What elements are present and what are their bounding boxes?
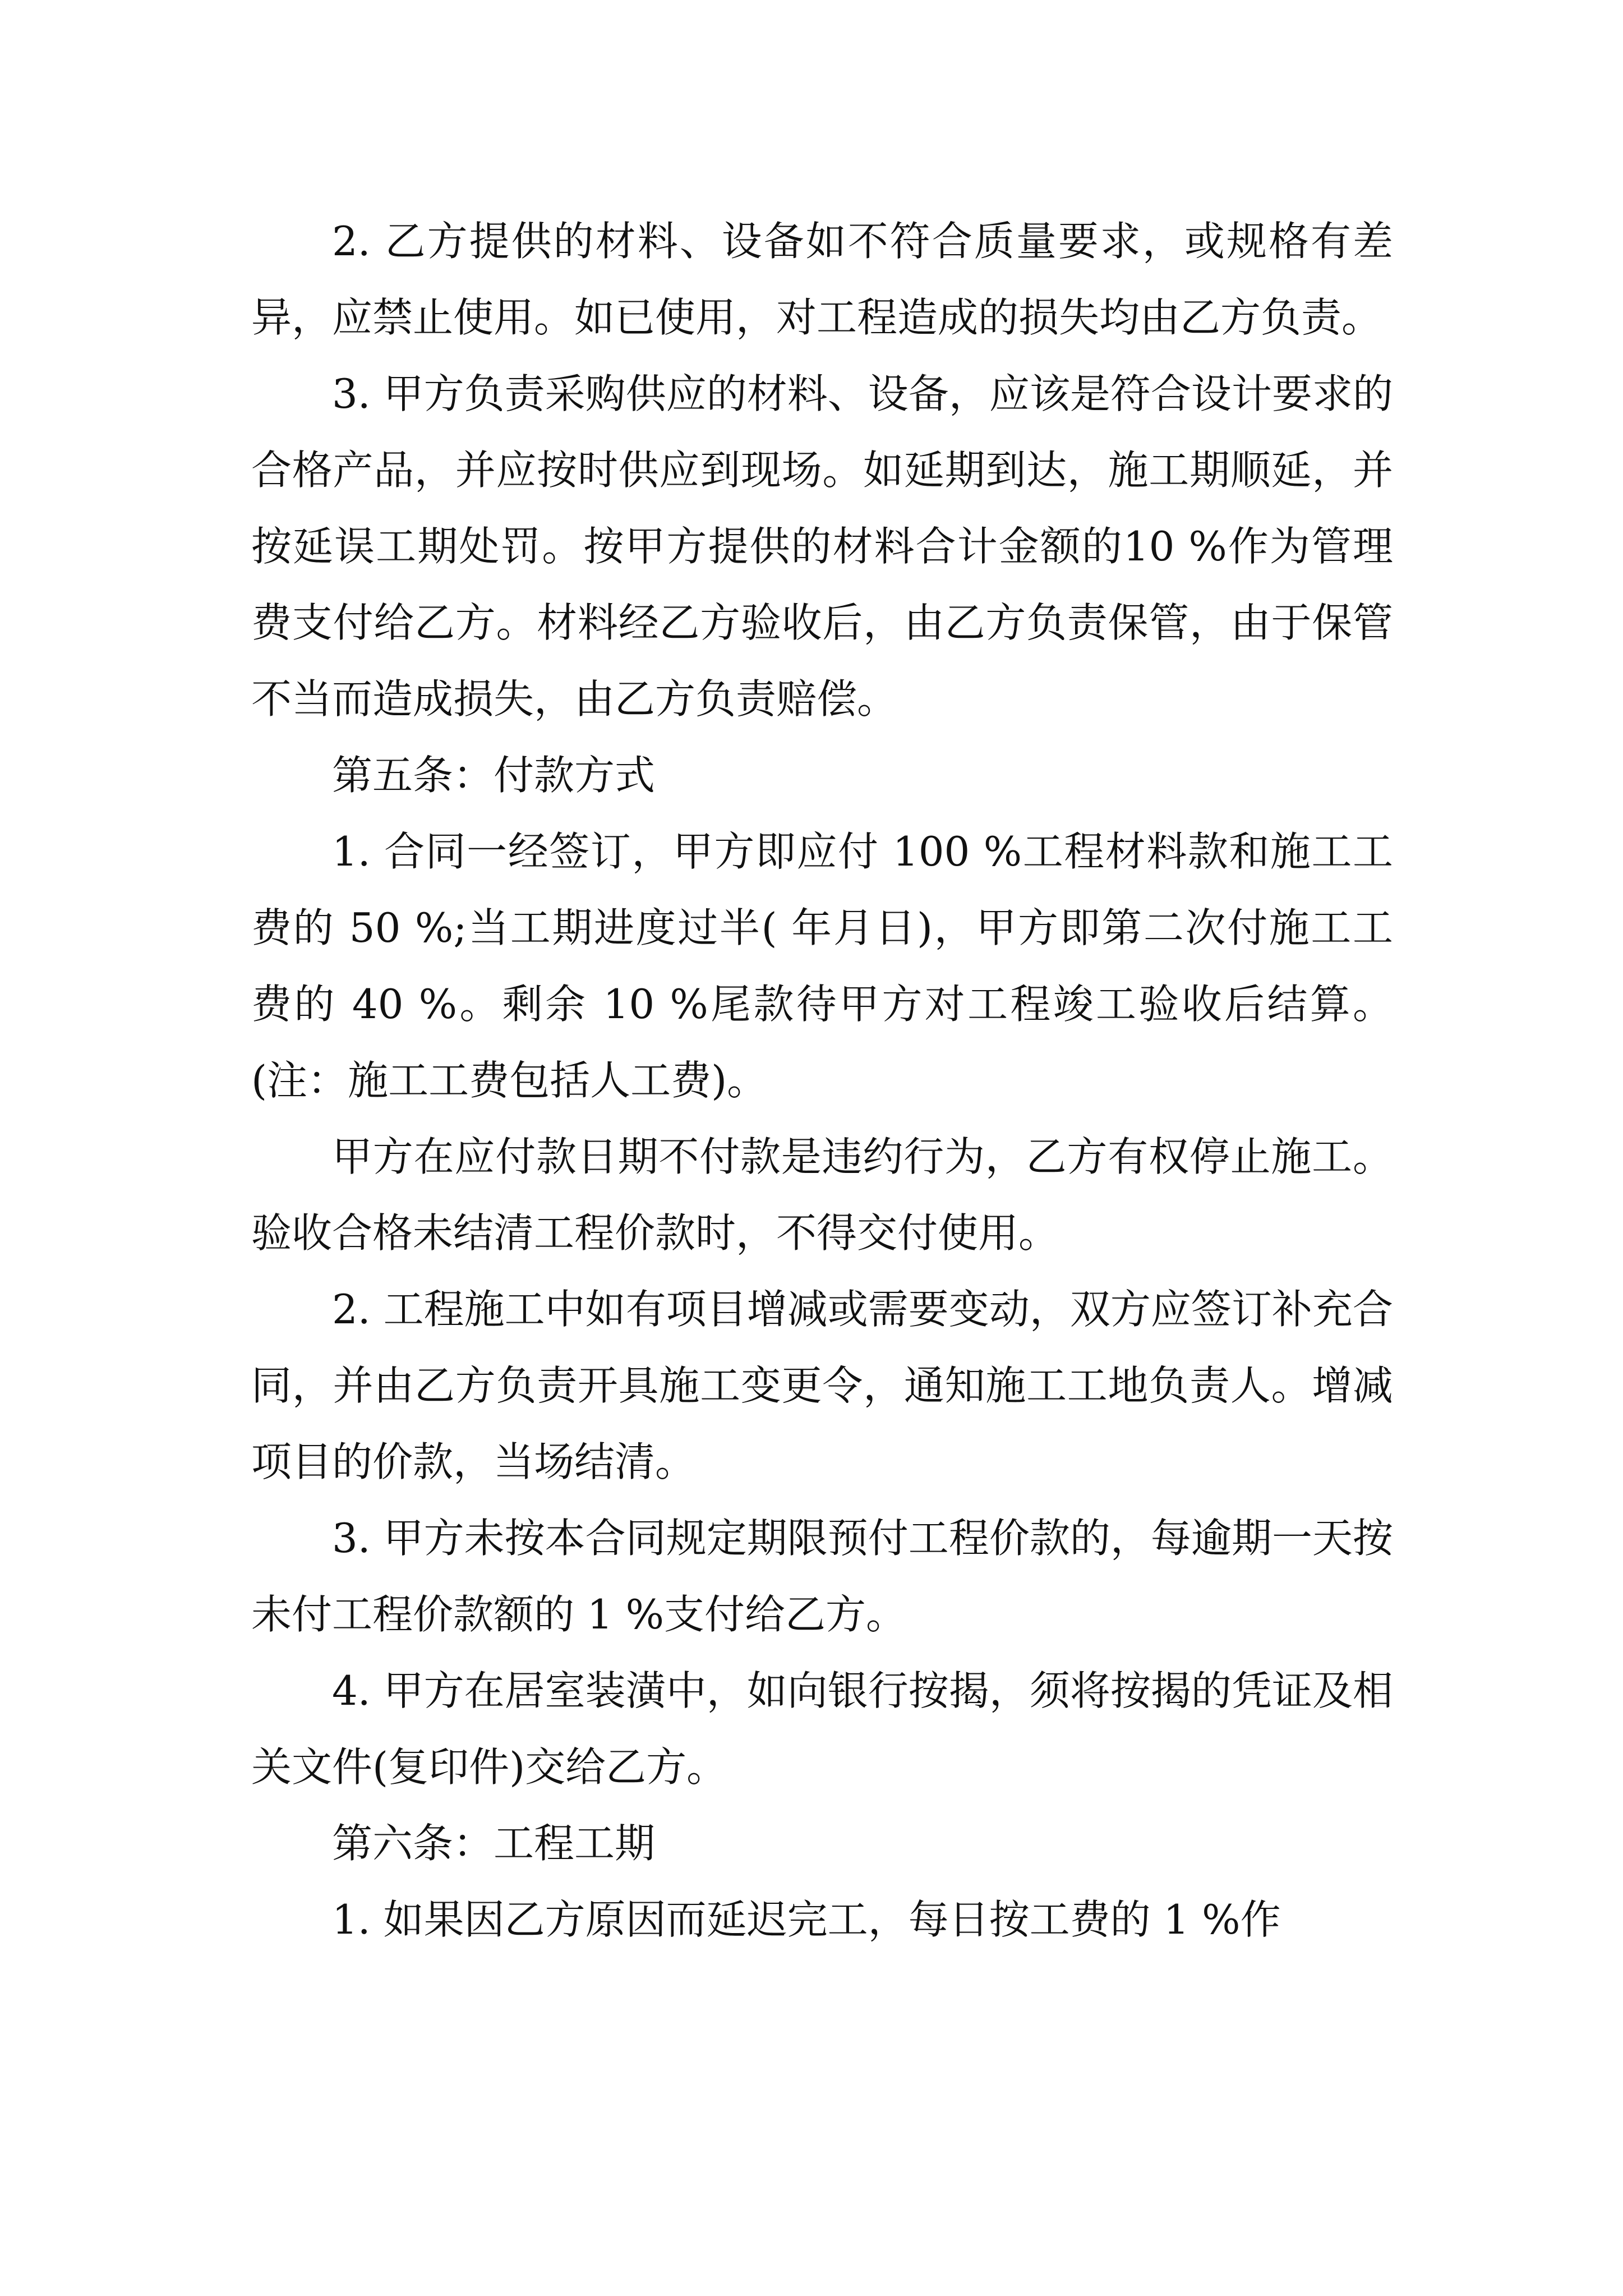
clause-4-bank-mortgage: 4. 甲方在居室装潢中，如向银行按揭，须将按揭的凭证及相关文件(复印件)交给乙方。 (251, 1667, 1393, 1791)
article-6-heading: 第六条：工程工期 (332, 1820, 656, 1867)
document-body (251, 203, 1393, 1958)
clause-1-delay-penalty: 1. 如果因乙方原因而延迟完工，每日按工费的 1 %作 (332, 1896, 1281, 1943)
clause-late-payment-breach: 甲方在应付款日期不付款是违约行为，乙方有权停止施工。验收合格未结清工程价款时，不得交付使用。 (251, 1133, 1393, 1257)
clause-1-payment-schedule: 1. 合同一经签订，甲方即应付 100 %工程材料款和施工工费的 50 %;当工期进度过半( 年月日)，甲方即第二次付施工工费的 40 %。剩余 10 %尾款待甲方对工程竣工验收后结算。(注：施工工费包括人工费)。 (251, 828, 1393, 1104)
article-5-heading: 第五条：付款方式 (332, 752, 656, 799)
clause-3-overdue-penalty: 3. 甲方未按本合同规定期限预付工程价款的，每逾期一天按未付工程价款额的 1 %支付给乙方。 (251, 1515, 1393, 1638)
clause-2-project-changes: 2. 工程施工中如有项目增减或需要变动，双方应签订补充合同，并由乙方负责开具施工变更令，通知施工工地负责人。增减项目的价款，当场结清。 (251, 1286, 1393, 1485)
clause-2-materials-quality: 2. 乙方提供的材料、设备如不符合质量要求，或规格有差异，应禁止使用。如已使用，对工程造成的损失均由乙方负责。 (251, 218, 1393, 341)
clause-3-party-a-procurement: 3. 甲方负责采购供应的材料、设备，应该是符合设计要求的合格产品，并应按时供应到现场。如延期到达，施工期顺延，并按延误工期处罚。按甲方提供的材料合计金额的10 %作为管理费支付给乙方。材料经乙方验收后，由乙方负责保管，由于保管不当而造成损失，由乙方负责赔偿。 (251, 370, 1393, 723)
